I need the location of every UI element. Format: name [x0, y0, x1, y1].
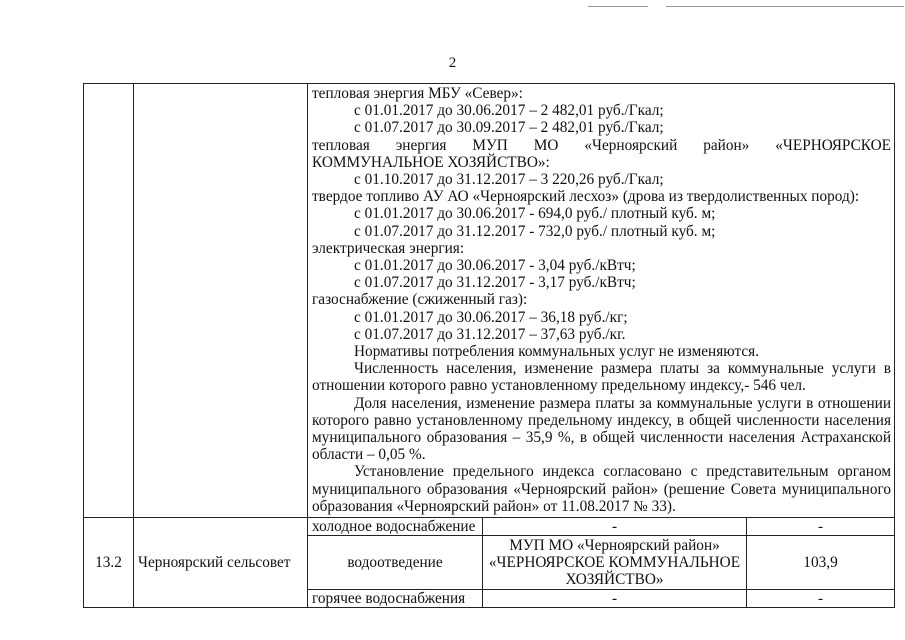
tariff-line: Нормативы потребления коммунальных услуг не изменяются.	[354, 343, 760, 361]
municipality-name: Черноярский сельсовет	[134, 518, 308, 608]
tariff-line: с 01.07.2017 до 31.12.2017 – 37,63 руб./кг.	[354, 325, 626, 343]
tariff-line: газоснабжение (сжиженный газ):	[312, 291, 528, 309]
tariff-line: с 01.10.2017 до 31.12.2017 – 3 220,26 руб./Гкал;	[354, 171, 664, 189]
row-number: 13.2	[84, 518, 134, 608]
tariff-line: Доля населения, изменение размера платы за коммунальные услуги в отношении которого равно установленному предельному индексу, в общей численности населения муниципального образования – 35,9 %, в общей численности населения Астраханской области – 0,05 %.	[312, 394, 892, 464]
tariff-line: электрическая энергия:	[312, 239, 465, 257]
index-cell: -	[747, 518, 895, 536]
scan-edge-line	[588, 6, 648, 7]
index-cell: -	[747, 590, 895, 608]
tariff-line: с 01.01.2017 до 30.06.2017 - 3,04 руб./кВтч;	[354, 257, 636, 275]
index-cell: 103,9	[747, 536, 895, 590]
tariff-line: с 01.01.2017 до 30.06.2017 – 36,18 руб./кг;	[354, 308, 628, 326]
tariff-line: с 01.01.2017 до 30.06.2017 - 694,0 руб./ плотный куб. м;	[354, 205, 716, 223]
service-cell: холодное водоснабжение	[308, 518, 483, 536]
tariff-line: тепловая энергия МУП МО «Черноярский район» «ЧЕРНОЯРСКОЕ КОММУНАЛЬНОЕ ХОЗЯЙСТВО»:	[312, 136, 892, 171]
municipality-cell	[134, 84, 308, 518]
tariff-line: с 01.07.2017 до 30.09.2017 – 2 482,01 руб./Гкал;	[354, 119, 664, 137]
service-cell: горячее водоснабжения	[308, 590, 483, 608]
tariff-line: с 01.01.2017 до 30.06.2017 – 2 482,01 руб./Гкал;	[354, 102, 664, 120]
tariff-line: Численность населения, изменение размера платы за коммунальные услуги в отношении которого равно установленному предельному индексу,- 546 чел.	[312, 360, 892, 395]
organization-cell: -	[483, 518, 747, 536]
service-cell: водоотведение	[308, 536, 483, 590]
row-number-cell	[84, 84, 134, 518]
table-row	[84, 518, 895, 536]
scan-edge-line	[666, 6, 904, 7]
page-number: 2	[448, 55, 457, 71]
tariff-table	[83, 83, 895, 608]
tariff-text-cell	[308, 84, 895, 518]
organization-cell: МУП МО «Черноярский район» «ЧЕРНОЯРСКОЕ КОММУНАЛЬНОЕ ХОЗЯЙСТВО»	[483, 536, 747, 590]
tariff-line: твердое топливо АУ АО «Черноярский лесхоз» (дрова из твердолиственных пород):	[312, 188, 860, 206]
tariff-line: с 01.07.2017 до 31.12.2017 - 3,17 руб./кВтч;	[354, 274, 636, 292]
tariff-line: с 01.07.2017 до 31.12.2017 - 732,0 руб./ плотный куб. м;	[354, 222, 716, 240]
tariff-text-block	[312, 85, 891, 515]
tariff-line: тепловая энергия МБУ «Север»:	[312, 85, 523, 102]
table-row-continuation	[84, 84, 895, 518]
organization-cell: -	[483, 590, 747, 608]
tariff-line: Установление предельного индекса согласовано с представительным органом муниципального образования «Черноярский район» (решение Совета муниципального образования «Черноярский район» от 11.08.2017 № 33).	[312, 463, 892, 515]
